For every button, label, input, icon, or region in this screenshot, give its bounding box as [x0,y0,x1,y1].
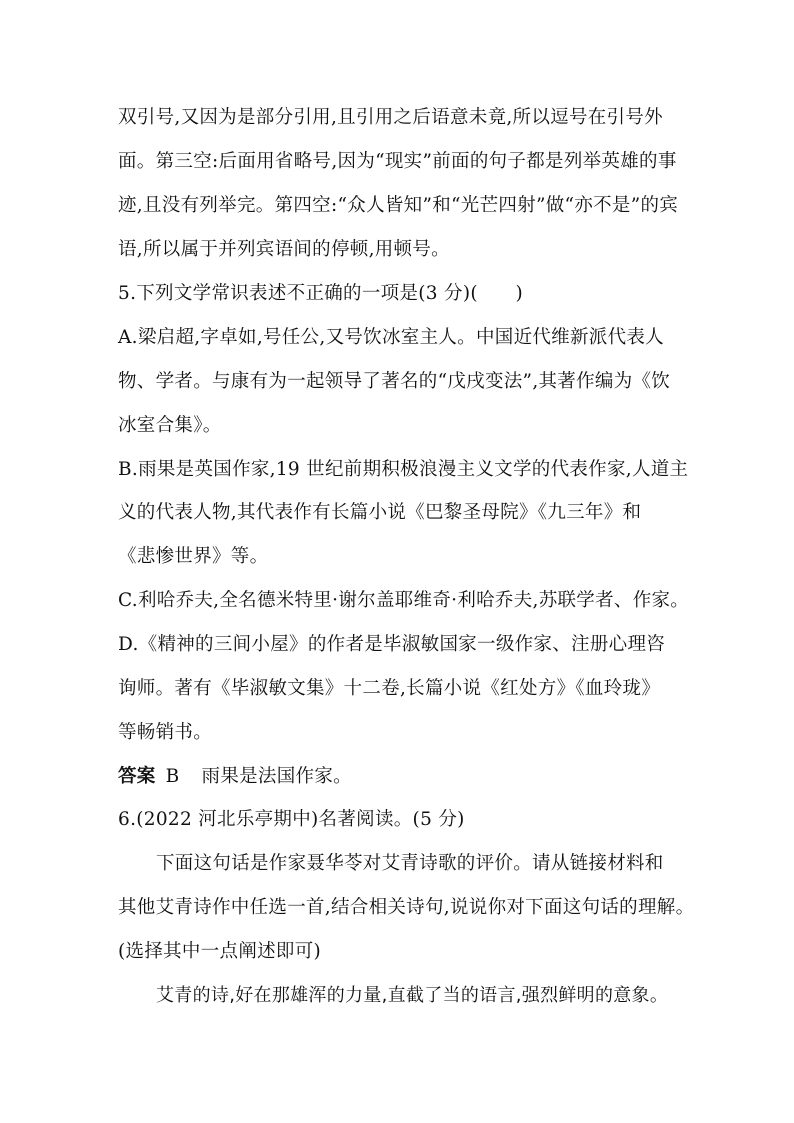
prompt-line: 下面这句话是作家聂华苓对艾青诗歌的评价。请从链接材料和 [156,853,664,874]
explanation-line: 语,所以属于并列宾语间的停顿,用顿号。 [118,239,450,260]
quoted-evaluation: 艾青的诗,好在那雄浑的力量,直截了当的语言,强烈鲜明的意象。 [156,985,669,1006]
answer-label: 答案 [118,766,156,787]
option-line: 等畅销书。 [118,722,213,743]
explanation-line: 迹,且没有列举完。第四空:“众人皆知”和“光芒四射”做“亦不是”的宾 [118,195,679,216]
option-line: B.雨果是英国作家,19 世纪前期积极浪漫主义文学的代表作家,人道主 [118,459,689,480]
option-line: C.利哈乔夫,全名德米特里·谢尔盖耶维奇·利哈乔夫,苏联学者、作家。 [118,590,690,611]
option-line: 义的代表人物,其代表作有长篇小说《巴黎圣母院》《九三年》和 [118,502,642,523]
option-line: 物、学者。与康有为一起领导了著名的“戊戌变法”,其著作编为《饮 [118,371,671,392]
question-stem: 6.(2022 河北乐亭期中)名著阅读。(5 分) [118,809,465,830]
option-line: A.梁启超,字卓如,号任公,又号饮冰室主人。中国近代维新派代表人 [118,327,664,348]
explanation-line: 面。第三空:后面用省略号,因为“现实”前面的句子都是列举英雄的事 [118,151,677,172]
option-line: 询师。著有《毕淑敏文集》十二卷,长篇小说《红处方》《血玲珑》 [118,678,661,699]
answer-explanation: 雨果是法国作家。 [201,766,352,787]
option-line: D.《精神的三间小屋》的作者是毕淑敏国家一级作家、注册心理咨 [118,634,666,655]
option-line: 《悲惨世界》等。 [118,546,269,567]
answer-row [118,765,352,789]
option-line: 冰室合集》。 [118,415,222,436]
prompt-line: 其他艾青诗作中任选一首,结合相关诗句,说说你对下面这句话的理解。 [118,897,695,918]
prompt-line: (选择其中一点阐述即可) [118,941,322,962]
explanation-line: 双引号,又因为是部分引用,且引用之后语意未竟,所以逗号在引号外 [118,107,663,128]
question-stem: 5.下列文学常识表述不正确的一项是(3 分)( ) [118,283,523,304]
answer-choice: B [165,766,180,787]
